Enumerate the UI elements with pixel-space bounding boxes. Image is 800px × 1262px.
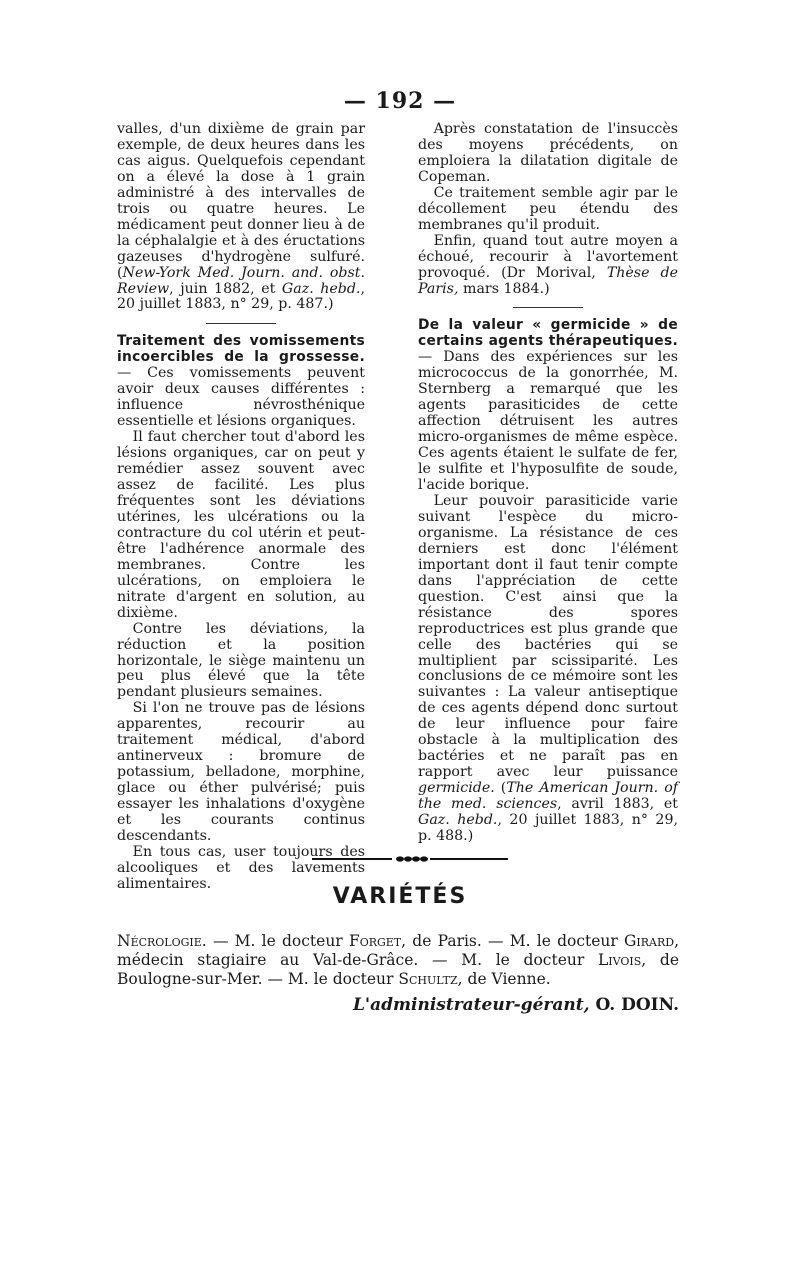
- right-paragraph-2: Ce traitement semble agir par le décollement peu étendu des membranes qu'il produit.: [418, 184, 678, 233]
- section-divider: [206, 323, 276, 324]
- journal-citation: The American Journ. of the med. sciences: [418, 780, 679, 813]
- left-column: [117, 122, 365, 893]
- gazette-citation: Gaz. hebd.: [281, 280, 361, 297]
- necrology-label: Nécrologie.: [117, 932, 207, 950]
- left-paragraph-2: Il faut chercher tout d'abord les lésions organiques, car on peut y remédier assez souvent avec assez de facilité. Les plus fréquentes sont les déviations utérines, les ulcérations ou la contracture du col utérin et peut-être l'adhérence anormale des membranes. Contre les ulcérations, on emploiera le nitrate d'argent en solution, au dixième.: [117, 429, 365, 621]
- signature-label: L'administrateur-gérant,: [352, 995, 590, 1015]
- varietes-title: VARIÉTÉS: [332, 884, 468, 909]
- section-divider: [513, 307, 583, 308]
- signature-name: O. DOIN.: [589, 995, 679, 1015]
- section-heading: De la valeur « germicide » de certains agents thérapeutiques.: [418, 317, 678, 350]
- gazette-citation: Gaz. hebd.: [418, 812, 498, 829]
- signature: [117, 995, 679, 1015]
- necrology-notice: Nécrologie. — M. le docteur Forget, de Paris. — M. le docteur Girard, médecin stagiaire au Val-de-Grâce. — M. le docteur Livois, de Boulogne-sur-Mer. — M. le docteur Schultz, de Vienne.: [117, 932, 680, 988]
- left-paragraph-4: Si l'on ne trouve pas de lésions apparentes, recourir au traitement médical, d'abord antinerveux : bromure de potassium, belladone, morphine, glace ou éther pulvérisé; puis essayer les inhalations d'oxygène et les courants continus descendants.: [117, 700, 365, 844]
- section-germicide: De la valeur « germicide » de certains agents thérapeutiques. — Dans des expériences sur les micrococcus de la gonorrhée, M. Sternberg a remarqué que les agents parasiticides de cette affection détruisent les autres micro-organismes de même espèce. Ces agents étaient le sulfate de fer, le sulfite et l'hyposulfite de soude, l'acide borique.: [418, 317, 678, 494]
- right-column: [418, 122, 678, 845]
- section-heading: Traitement des vomissements incoercibles de la grossesse.: [117, 333, 365, 366]
- right-paragraph-1: Après constatation de l'insuccès des moyens précédents, on emploiera la dilatation digitale de Copeman.: [418, 121, 678, 185]
- left-paragraph-3: Contre les déviations, la réduction et la position horizontale, le siège maintenu un peu plus élevé que la tête pendant plusieurs semaines.: [117, 620, 365, 701]
- right-paragraph-4: Leur pouvoir parasiticide varie suivant l'espèce du micro-organisme. La résistance de ces derniers est donc l'élément important dont il faut tenir compte dans l'appréciation de cette question. C'est ainsi que la résistance des spores reproductrices est plus grande que celle des bactéries qui se multiplient par scissiparité. Les conclusions de ce mémoire sont les suivantes : La valeur antiseptique de ces agents dépend donc surtout de leur influence pour faire obstacle à la multiplication des bactéries et ne paraît pas en rapport avec leur puissance germicide. (The American Journ. of the med. sciences, avril 1883, et Gaz. hebd., 20 juillet 1883, n° 29, p. 488.): [418, 492, 679, 844]
- ornamental-rule: [312, 856, 508, 862]
- left-paragraph-5: En tous cas, user toujours des alcooliques et des lavements alimentaires.: [117, 843, 365, 892]
- page-number: — 192 —: [343, 88, 457, 114]
- right-paragraph-3: Enfin, quand tout autre moyen a échoué, recourir à l'avortement provoqué. (Dr Morival, Thèse de Paris, mars 1884.): [418, 232, 679, 297]
- thesis-citation: Thèse de Paris,: [418, 264, 679, 297]
- left-paragraph-1: valles, d'un dixième de grain par exemple, de deux heures dans les cas aigus. Quelquefois cependant on a élevé la dose à 1 grain administré à des intervalles de trois ou quatre heures. Le médicament peut donner lieu à de la céphalalgie et à des éructations gazeuses d'hydrogène sulfuré. (New-York Med. Journ. and. obst. Review, juin 1882, et Gaz. hebd., 20 juillet 1883, n° 29, p. 487.): [117, 121, 365, 313]
- section-vomissements: Traitement des vomissements incoercibles de la grossesse. — Ces vomissements peuvent avoir deux causes différentes : influence névrosthénique essentielle et lésions organiques.: [117, 333, 365, 430]
- journal-citation: New-York Med. Journ. and. obst. Review: [117, 264, 365, 297]
